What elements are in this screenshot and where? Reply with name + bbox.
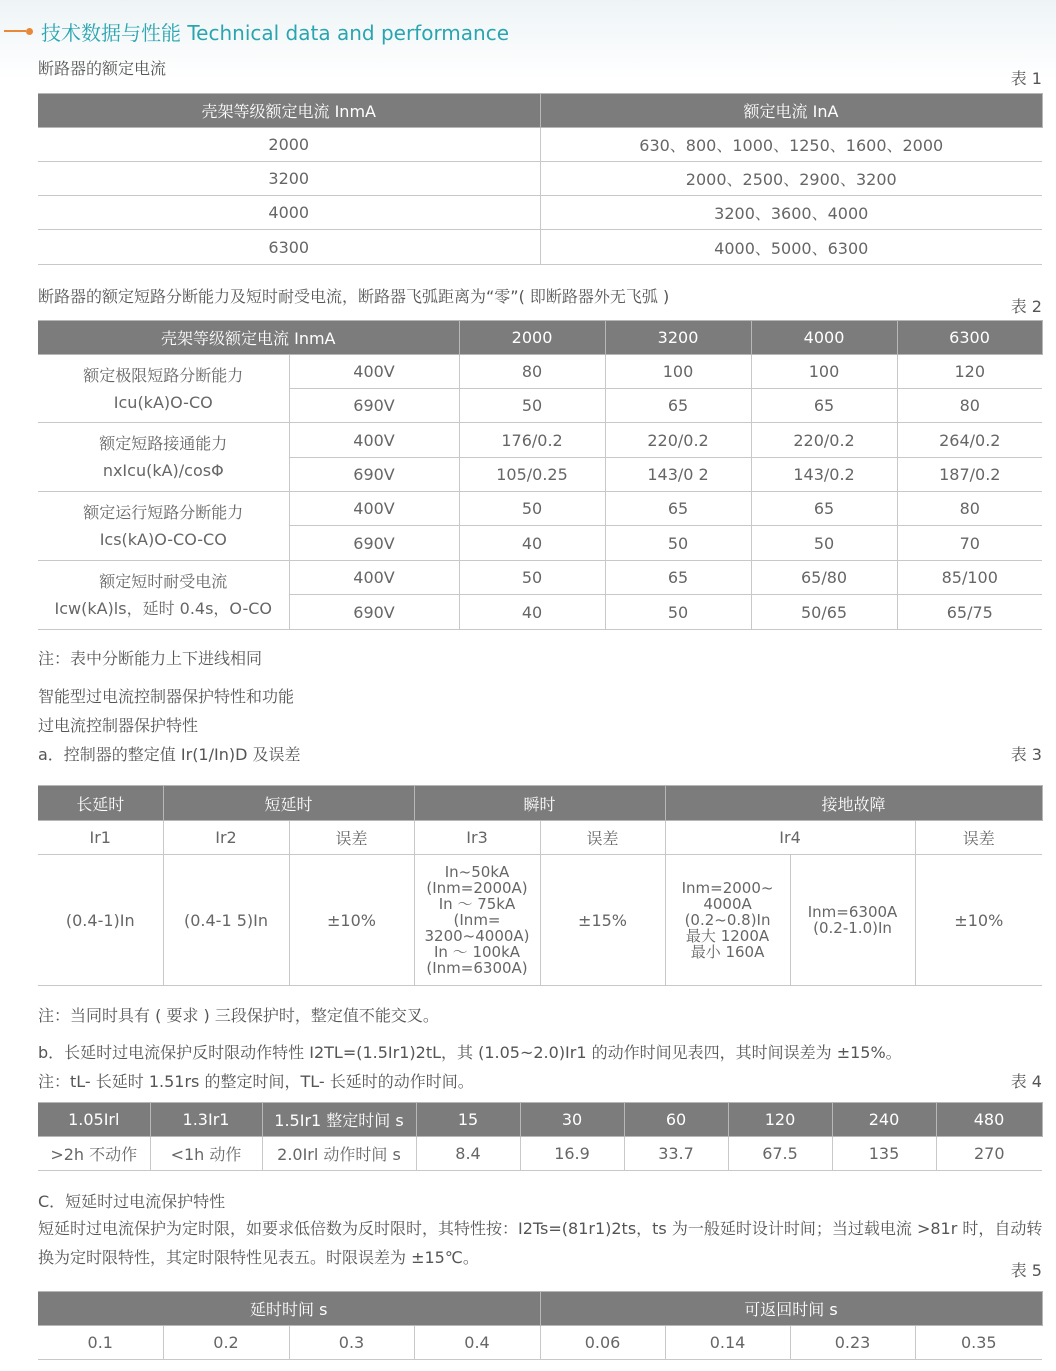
- voltage-cell: 690V: [289, 526, 459, 561]
- section3-item-a: a．控制器的整定值 Ir(1/In)D 及误差: [38, 745, 301, 764]
- section5-paragraph: 短延时过电流保护为定时限，如要求低倍数为反时限时，其特性按：I2Ts=(81r1)2ts，ts 为一般延时设计时间；当过载电流 >81r 时，自动转换为定时限特性，其定时限特性见表五。时限误差为 ±15℃。: [38, 1219, 1043, 1267]
- table2-header: 3200: [605, 321, 751, 355]
- group-label: [38, 423, 289, 492]
- table-cell: 65: [751, 492, 897, 526]
- table-cell: 3200、3600、4000: [540, 196, 1042, 230]
- table-cell: 187/0.2: [897, 458, 1042, 492]
- table-cell: 33.7: [624, 1137, 728, 1171]
- table3-header: 瞬时: [414, 786, 665, 821]
- page-title: 技术数据与性能 Technical data and performance: [41, 20, 510, 45]
- table-cell: 40: [459, 595, 605, 630]
- table-cell: 85/100: [897, 561, 1042, 595]
- table-cell: 0.2: [163, 1326, 289, 1360]
- table-cell: (0.4-1 5)In: [163, 855, 289, 986]
- cell-line: (Inm=6300A): [426, 959, 528, 977]
- table-cell: 0.1: [38, 1326, 163, 1360]
- section2-title: 断路器的额定短路分断能力及短时耐受电流，断路器飞弧距离为“零”( 即断路器外无飞弧 ): [38, 287, 670, 306]
- table-cell: 143/0 2: [605, 458, 751, 492]
- table1-header: 壳架等级额定电流 InmA: [38, 94, 540, 128]
- table-cell: 176/0.2: [459, 423, 605, 458]
- cell-line: Inm=6300A: [807, 903, 898, 921]
- voltage-cell: 690V: [289, 389, 459, 423]
- section-header: [0, 14, 509, 48]
- table-cell: 50: [459, 492, 605, 526]
- table1: [38, 93, 1043, 265]
- table4-header: 240: [832, 1103, 936, 1137]
- section1-title: 断路器的额定电流: [38, 59, 167, 78]
- table-cell: 100: [605, 355, 751, 389]
- table4: [38, 1102, 1043, 1171]
- group-label-line1: 额定运行短路分断能力: [83, 503, 244, 522]
- table-cell: 80: [897, 389, 1042, 423]
- table-cell: 50: [459, 389, 605, 423]
- cell-line: 最大 1200A: [685, 927, 770, 945]
- ground-fault-range-cell: [665, 855, 790, 986]
- ground-fault-range-cell: [790, 855, 915, 986]
- table-row: [38, 423, 1042, 458]
- table-cell: <1h 动作: [150, 1137, 262, 1171]
- group-label-line2: Icw(kA)ls，延时 0.4s，O-CO: [54, 599, 273, 618]
- table-row: [38, 355, 1042, 389]
- cell-line: Inm=2000~: [681, 879, 774, 897]
- table-cell: >2h 不动作: [38, 1137, 150, 1171]
- table2-label: 表 2: [1010, 297, 1042, 316]
- group-label-line2: Icu(kA)O-CO: [113, 392, 213, 412]
- table-cell: ±10%: [915, 855, 1042, 986]
- table-cell: 67.5: [728, 1137, 832, 1171]
- subheader-cell: Ir2: [163, 821, 289, 855]
- table2-header: 4000: [751, 321, 897, 355]
- table4-header: 60: [624, 1103, 728, 1137]
- section3-title: 智能型过电流控制器保护特性和功能: [38, 687, 295, 706]
- table-cell: ±10%: [289, 855, 414, 986]
- voltage-cell: 400V: [289, 355, 459, 389]
- table-cell: 80: [459, 355, 605, 389]
- table-cell: 65: [605, 561, 751, 595]
- table-cell: 8.4: [416, 1137, 520, 1171]
- table-row: [38, 162, 1042, 196]
- section4-title: b．长延时过电流保护反时限动作特性 I2TL=(1.5Ir1)2tL，其 (1.05~2.0)Ir1 的动作时间见表四，其时间误差为 ±15%。: [38, 1043, 902, 1062]
- table-row: [38, 855, 1042, 986]
- table4-label: 表 4: [1010, 1072, 1042, 1091]
- table-cell: 100: [751, 355, 897, 389]
- table5-label: 表 5: [1010, 1261, 1042, 1280]
- table-cell: 6300: [38, 230, 540, 265]
- table-row: [38, 1326, 1042, 1360]
- table-cell: 70: [897, 526, 1042, 561]
- table-cell: 65: [605, 389, 751, 423]
- table1-header: 额定电流 InA: [540, 94, 1042, 128]
- cell-line: (0.2~0.8)In: [684, 911, 771, 929]
- table2-header: 6300: [897, 321, 1042, 355]
- cell-line: In ～ 100kA: [433, 943, 521, 961]
- table2-header: 壳架等级额定电流 InmA: [38, 321, 459, 355]
- table4-header: 30: [520, 1103, 624, 1137]
- header-dot-icon: [26, 28, 33, 35]
- subheader-cell: Ir4: [665, 821, 915, 855]
- group-label-line2: nxIcu(kA)/cosΦ: [102, 461, 224, 480]
- table-cell: 630、800、1000、1250、1600、2000: [540, 128, 1042, 162]
- table-cell: 264/0.2: [897, 423, 1042, 458]
- table-cell: 65: [605, 492, 751, 526]
- table2-header: 2000: [459, 321, 605, 355]
- table4-header: 480: [936, 1103, 1042, 1137]
- table-cell: 50: [751, 526, 897, 561]
- table-cell: 120: [897, 355, 1042, 389]
- table-cell: 16.9: [520, 1137, 624, 1171]
- voltage-cell: 690V: [289, 458, 459, 492]
- table1-label: 表 1: [1010, 69, 1042, 88]
- table4-header: 15: [416, 1103, 520, 1137]
- group-label-line1: 额定短时耐受电流: [99, 572, 228, 591]
- table5: [38, 1291, 1043, 1360]
- subheader-cell: 误差: [289, 821, 414, 855]
- table-cell: 0.4: [414, 1326, 540, 1360]
- cell-line: 3200~4000A): [424, 927, 530, 945]
- table3: [38, 785, 1043, 986]
- table-cell: 40: [459, 526, 605, 561]
- cell-line: (Inm=2000A): [426, 879, 528, 897]
- table4-header: 1.05Irl: [38, 1103, 150, 1137]
- table4-header: 1.5Ir1 整定时间 s: [262, 1103, 416, 1137]
- section3-subtitle: 过电流控制器保护特性: [38, 716, 199, 735]
- table-row: [38, 492, 1042, 526]
- table-row: [38, 128, 1042, 162]
- table2: [38, 320, 1043, 630]
- instant-range-cell: [414, 855, 540, 986]
- table-cell: 50: [459, 561, 605, 595]
- table-row: [38, 1137, 1042, 1171]
- subheader-cell: 误差: [915, 821, 1042, 855]
- group-label: [38, 561, 289, 630]
- table-cell: 2000: [38, 128, 540, 162]
- voltage-cell: 400V: [289, 423, 459, 458]
- table-cell: 0.3: [289, 1326, 414, 1360]
- table-cell: (0.4-1)In: [38, 855, 163, 986]
- table-cell: 135: [832, 1137, 936, 1171]
- table-cell: 80: [897, 492, 1042, 526]
- table4-header: 1.3Ir1: [150, 1103, 262, 1137]
- cell-line: (0.2-1.0)In: [813, 919, 892, 937]
- cell-line: In ～ 75kA: [438, 895, 516, 913]
- group-label: [38, 492, 289, 561]
- subheader-cell: 误差: [540, 821, 665, 855]
- group-label: [38, 355, 289, 423]
- table3-label: 表 3: [1010, 745, 1042, 764]
- table-cell: 2000、2500、2900、3200: [540, 162, 1042, 196]
- cell-line: In~50kA: [444, 863, 510, 881]
- table3-header: 接地故障: [665, 786, 1042, 821]
- table-cell: 50: [605, 595, 751, 630]
- cell-line: 4000A: [703, 895, 752, 913]
- table-cell: 4000、5000、6300: [540, 230, 1042, 265]
- table-cell: 50: [605, 526, 751, 561]
- table-cell: 0.06: [540, 1326, 665, 1360]
- table-cell: 65: [751, 389, 897, 423]
- table-cell: 65/80: [751, 561, 897, 595]
- group-label-line2: Ics(kA)O-CO-CO: [99, 530, 227, 549]
- table-cell: 143/0.2: [751, 458, 897, 492]
- table-row: [38, 230, 1042, 265]
- subheader-cell: Ir3: [414, 821, 540, 855]
- table5-header: 延时时间 s: [38, 1292, 540, 1326]
- table-cell: 220/0.2: [605, 423, 751, 458]
- table-cell: ±15%: [540, 855, 665, 986]
- voltage-cell: 400V: [289, 561, 459, 595]
- table-row: [38, 561, 1042, 595]
- section5-title: C．短延时过电流保护特性: [38, 1192, 226, 1211]
- table-cell: 270: [936, 1137, 1042, 1171]
- table-cell: 220/0.2: [751, 423, 897, 458]
- table-cell: 65/75: [897, 595, 1042, 630]
- table-row: [38, 196, 1042, 230]
- table-row: [38, 821, 1042, 855]
- table5-header: 可返回时间 s: [540, 1292, 1042, 1326]
- cell-line: (Inm=: [453, 911, 501, 929]
- subheader-cell: Ir1: [38, 821, 163, 855]
- voltage-cell: 690V: [289, 595, 459, 630]
- table-cell: 0.23: [790, 1326, 915, 1360]
- table4-header: 120: [728, 1103, 832, 1137]
- table-cell: 4000: [38, 196, 540, 230]
- table3-header: 短延时: [163, 786, 414, 821]
- table3-note: 注：当同时具有 ( 要求 ) 三段保护时，整定值不能交叉。: [38, 1006, 439, 1025]
- table2-note: 注：表中分断能力上下进线相同: [38, 649, 263, 668]
- table3-header: 长延时: [38, 786, 163, 821]
- group-label-line1: 额定短路接通能力: [99, 434, 228, 453]
- table-cell: 2.0Irl 动作时间 s: [262, 1137, 416, 1171]
- table-cell: 3200: [38, 162, 540, 196]
- table-cell: 0.35: [915, 1326, 1042, 1360]
- group-label-line1: 额定极限短路分断能力: [83, 365, 244, 385]
- header-line-icon: [4, 30, 26, 32]
- table-cell: 50/65: [751, 595, 897, 630]
- table-cell: 0.14: [665, 1326, 790, 1360]
- voltage-cell: 400V: [289, 492, 459, 526]
- cell-line: 最小 160A: [690, 943, 765, 961]
- table-cell: 105/0.25: [459, 458, 605, 492]
- section4-note: 注：tL- 长延时 1.51rs 的整定时间，TL- 长延时的动作时间。: [38, 1072, 474, 1091]
